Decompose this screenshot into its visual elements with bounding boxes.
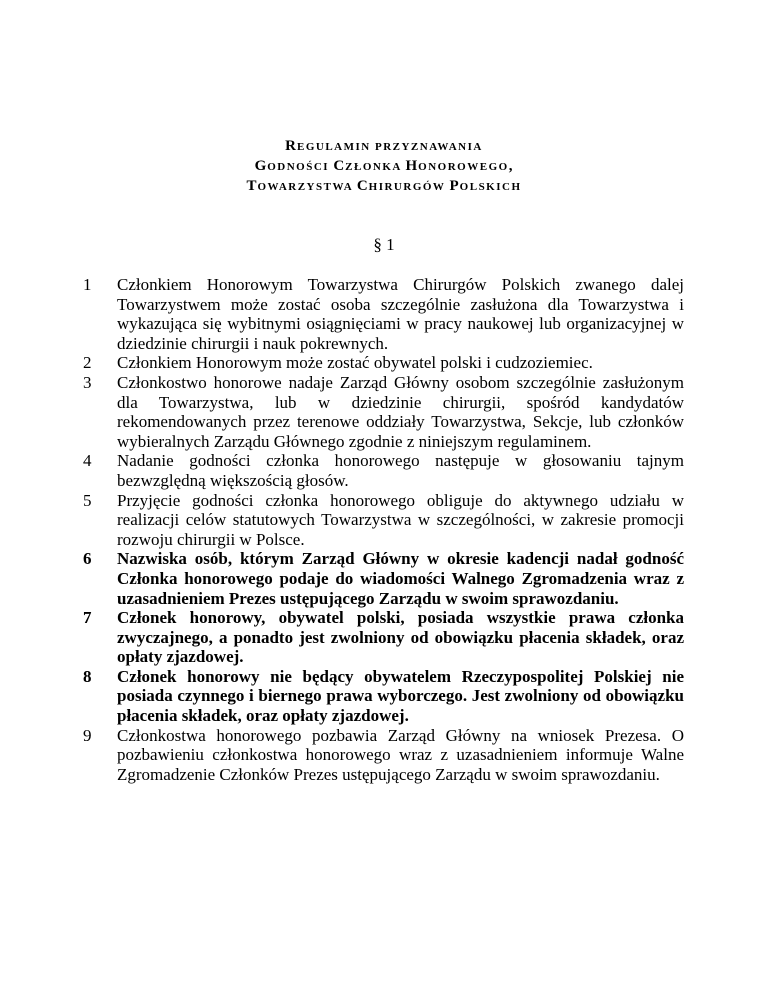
title-line-2 — [0, 156, 768, 176]
title-text-segment: T — [246, 178, 258, 194]
title-text-segment: C — [333, 158, 346, 174]
list-item — [82, 726, 684, 785]
item-text: Członkiem Honorowym Towarzystwa Chirurgów Polskich zwanego dalej Towarzystwem może zostać osoba szczególnie zasłużona dla Towarzystwa i wykazująca się wybitnymi osiągnięciami w pracy naukowej lub organizacyjnej w dziedzinie chirurgii i nauk pokrewnych. — [117, 275, 684, 353]
title-text-segment: G — [254, 158, 268, 174]
title-line-1 — [0, 136, 768, 156]
title-text-segment: , — [508, 158, 514, 174]
item-number: 7 — [83, 608, 92, 628]
title-text-segment: ODNOŚCI — [267, 161, 334, 173]
list-item — [82, 608, 684, 667]
item-text: Nadanie godności członka honorowego następuje w głosowaniu tajnym bezwzględną większością głosów. — [117, 451, 684, 490]
item-number: 9 — [83, 725, 92, 745]
list-item — [82, 491, 684, 550]
list-item — [82, 373, 684, 451]
item-number: 4 — [83, 451, 92, 471]
list-item — [82, 549, 684, 608]
title-text-segment: EGULAMIN PRZYZNAWANIA — [297, 141, 483, 153]
item-text: Członek honorowy, obywatel polski, posiada wszystkie prawa członka zwyczajnego, a ponadto jest zwolniony od obowiązku płacenia składek, oraz opłaty zjazdowej. — [117, 608, 684, 667]
title-text-segment: HIRURGÓW — [368, 181, 450, 193]
list-item — [82, 353, 684, 373]
item-number: 8 — [83, 666, 92, 686]
list-item — [82, 451, 684, 490]
item-number: 6 — [83, 549, 92, 569]
document-title — [0, 136, 768, 196]
list-item — [82, 275, 684, 353]
item-text: Członkostwo honorowe nadaje Zarząd Główny osobom szczególnie zasłużonym dla Towarzystwa, lub w dziedzinie chirurgii, spośród kandydatów rekomendowanych przez terenowe oddziały Towarzystwa, Sekcje, lub członków wybieralnych Zarządu Głównego zgodnie z niniejszym regulaminem. — [117, 372, 684, 451]
item-text: Członek honorowy nie będący obywatelem Rzeczypospolitej Polskiej nie posiada czynnego i biernego prawa wyborczego. Jest zwolniony od obowiązku płacenia składek, oraz opłaty zjazdowej. — [117, 666, 684, 726]
title-text-segment: ONOROWEGO — [418, 161, 509, 173]
title-text-segment: R — [285, 138, 297, 154]
title-text-segment: ZŁONKA — [345, 161, 406, 173]
regulation-list — [82, 275, 684, 784]
item-text: Członkostwa honorowego pozbawia Zarząd Główny na wniosek Prezesa. O pozbawieniu członkostwa honorowego wraz z uzasadnieniem informuje Walne Zgromadzenie Członków Prezes ustępującego Zarządu w swoim sprawozdaniu. — [117, 725, 684, 784]
title-text-segment: OWARZYSTWA — [257, 181, 357, 193]
item-text: Nazwiska osób, którym Zarząd Główny w okresie kadencji nadał godność Członka honorowego podaje do wiadomości Walnego Zgromadzenia wraz z uzasadnieniem Prezes ustępującego Zarządu w swoim sprawozdaniu. — [117, 549, 684, 608]
item-text: Członkiem Honorowym może zostać obywatel polski i cudzoziemiec. — [117, 353, 593, 373]
item-number: 3 — [83, 372, 92, 392]
title-line-3 — [0, 176, 768, 196]
title-text-segment: C — [356, 178, 369, 194]
section-heading: § 1 — [373, 235, 395, 254]
title-text-segment: H — [405, 158, 419, 174]
title-text-segment: OLSKICH — [459, 181, 522, 193]
item-number: 2 — [83, 353, 92, 373]
item-number: 5 — [83, 490, 92, 510]
item-number: 1 — [83, 275, 92, 294]
title-text-segment: P — [449, 178, 460, 194]
item-text: Przyjęcie godności członka honorowego obliguje do aktywnego udziału w realizacji celów statutowych Towarzystwa w szczególności, w zakresie promocji rozwoju chirurgii w Polsce. — [117, 490, 684, 549]
list-item — [82, 667, 684, 726]
